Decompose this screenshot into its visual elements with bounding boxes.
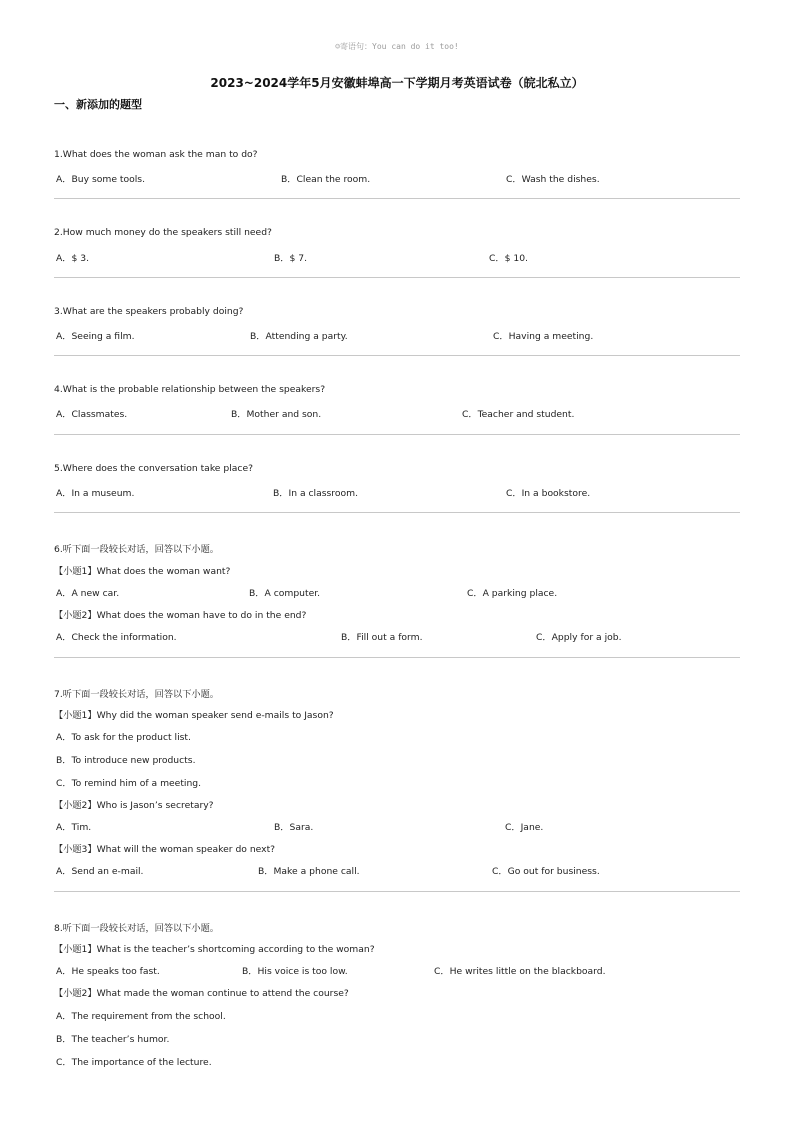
option-b: B．Attending a party.: [250, 331, 348, 342]
question-stem: 8.听下面一段较长对话，回答以下小题。: [54, 923, 219, 934]
option-a: A．Tim.: [56, 822, 92, 833]
question-stem: 6.听下面一段较长对话，回答以下小题。: [54, 544, 219, 555]
option-a: A．Check the information.: [56, 632, 177, 643]
option-c: C．In a bookstore.: [506, 488, 591, 499]
option-c: C．Teacher and student.: [462, 409, 575, 420]
question-divider: [54, 657, 740, 658]
sub-question: 【小题3】What will the woman speaker do next?: [54, 844, 276, 855]
option-b: B．Mother and son.: [231, 409, 322, 420]
question-stem: 4.What is the probable relationship between the speakers?: [54, 384, 326, 395]
option-b: B．To introduce new products.: [56, 755, 196, 766]
option-b: B．Make a phone call.: [258, 866, 360, 877]
option-c: C．Jane.: [505, 822, 544, 833]
header-motto: ☺寄语句：You can do it too!: [335, 42, 459, 51]
sub-question: 【小题1】Why did the woman speaker send e-mails to Jason?: [54, 710, 334, 721]
option-c: C．Wash the dishes.: [506, 174, 600, 185]
option-b: B．A computer.: [249, 588, 321, 599]
option-a: A．Seeing a film.: [56, 331, 135, 342]
option-b: B．Fill out a form.: [341, 632, 423, 643]
question-divider: [54, 891, 740, 892]
option-b: B．His voice is too low.: [242, 966, 348, 977]
question-stem: 5.Where does the conversation take place?: [54, 463, 253, 474]
option-c: C．Go out for business.: [492, 866, 600, 877]
question-divider: [54, 434, 740, 435]
question-divider: [54, 277, 740, 278]
sub-question: 【小题1】What does the woman want?: [54, 566, 231, 577]
option-a: A．The requirement from the school.: [56, 1011, 226, 1022]
option-b: B．The teacher’s humor.: [56, 1034, 170, 1045]
option-a: A．Buy some tools.: [56, 174, 145, 185]
option-b: B．$ 7.: [274, 253, 308, 264]
option-b: B．Sara.: [274, 822, 314, 833]
option-a: A．He speaks too fast.: [56, 966, 160, 977]
question-stem: 7.听下面一段较长对话，回答以下小题。: [54, 689, 219, 700]
option-c: C．Apply for a job.: [536, 632, 622, 643]
option-c: C．To remind him of a meeting.: [56, 778, 202, 789]
option-b: B．Clean the room.: [281, 174, 371, 185]
section-heading: 一、新添加的题型: [54, 98, 142, 111]
option-a: A．A new car.: [56, 588, 120, 599]
option-c: C．He writes little on the blackboard.: [434, 966, 606, 977]
option-a: A．Send an e-mail.: [56, 866, 144, 877]
page-title: 2023~2024学年5月安徽蚌埠高一下学期月考英语试卷（皖北私立）: [210, 76, 584, 90]
option-c: C．$ 10.: [489, 253, 528, 264]
option-c: C．The importance of the lecture.: [56, 1057, 212, 1068]
sub-question: 【小题2】What does the woman have to do in the end?: [54, 610, 307, 621]
question-stem: 1.What does the woman ask the man to do?: [54, 149, 258, 160]
question-stem: 3.What are the speakers probably doing?: [54, 306, 244, 317]
option-a: A．$ 3.: [56, 253, 90, 264]
option-a: A．To ask for the product list.: [56, 732, 191, 743]
option-a: A．In a museum.: [56, 488, 135, 499]
option-a: A．Classmates.: [56, 409, 128, 420]
question-divider: [54, 355, 740, 356]
question-stem: 2.How much money do the speakers still need?: [54, 227, 272, 238]
option-c: C．A parking place.: [467, 588, 558, 599]
option-c: C．Having a meeting.: [493, 331, 594, 342]
option-b: B．In a classroom.: [273, 488, 358, 499]
sub-question: 【小题2】What made the woman continue to attend the course?: [54, 988, 349, 999]
question-divider: [54, 512, 740, 513]
sub-question: 【小题1】What is the teacher’s shortcoming according to the woman?: [54, 944, 375, 955]
question-divider: [54, 198, 740, 199]
sub-question: 【小题2】Who is Jason’s secretary?: [54, 800, 214, 811]
